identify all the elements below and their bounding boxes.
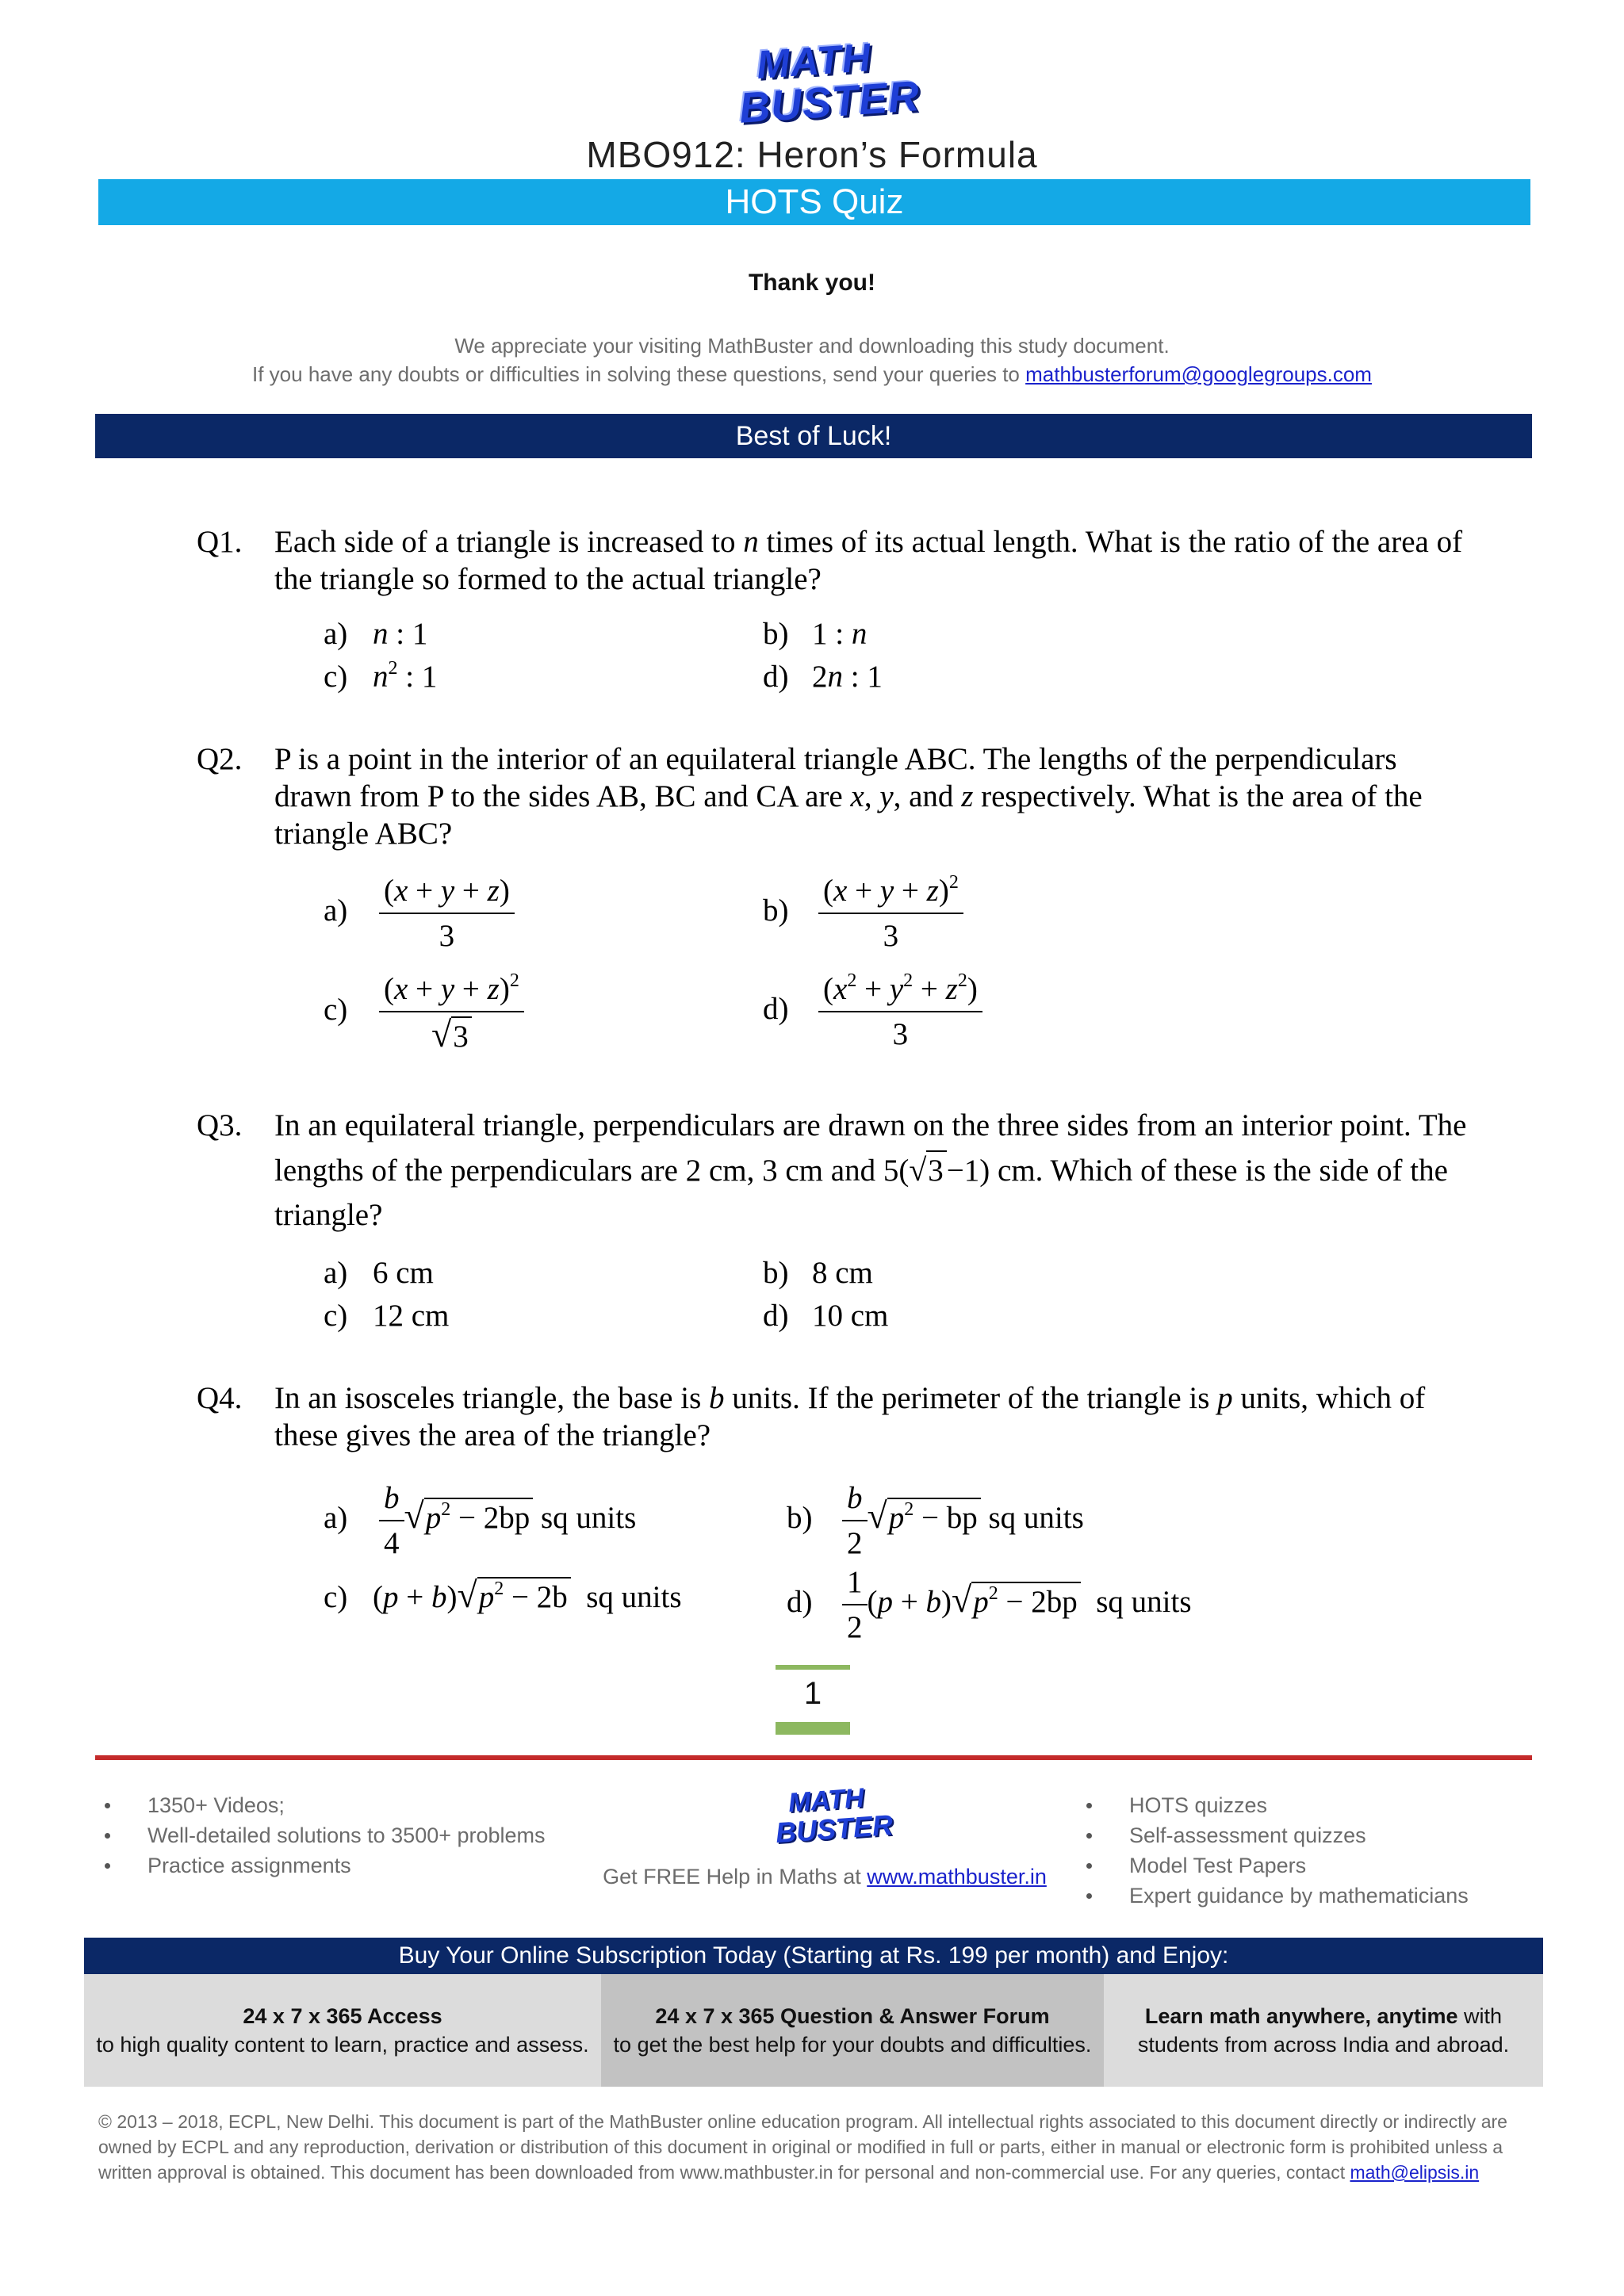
contact-email-link[interactable]: math@elipsis.in: [1350, 2162, 1480, 2183]
question-2: [197, 740, 1481, 852]
q2-option-b[interactable]: b) $\frac{(x + y + z)^2}{3}$: [763, 872, 963, 955]
list-item: HOTS quizzes: [1080, 1790, 1469, 1820]
logo-text-math: MATH: [755, 35, 873, 87]
intro-line-2-text: If you have any doubts or difficulties in solving these questions, send your queries to: [252, 362, 1026, 386]
list-item: Model Test Papers: [1080, 1850, 1469, 1881]
footer-divider: [95, 1755, 1532, 1760]
benefit-access: 24 x 7 x 365 Access to high quality content to learn, practice and assess.: [84, 1974, 601, 2087]
list-item: Well-detailed solutions to 3500+ problems: [98, 1820, 546, 1850]
fraction: $\frac{(x^2 + y^2 + z^2)}{3}$: [818, 970, 982, 1053]
question-number: Q4.: [197, 1381, 243, 1415]
logo-text-math: MATH: [787, 1782, 865, 1819]
intro-line-1: We appreciate your visiting MathBuster and downloading this study document.: [454, 334, 1170, 358]
page-number-accent-top: [776, 1665, 850, 1670]
list-item: Expert guidance by mathematicians: [1080, 1881, 1469, 1911]
question-number: Q1.: [197, 525, 243, 559]
q4-option-b[interactable]: b) $\frac{b}{2}$ $√p^2$ − bp sq units: [787, 1481, 1084, 1560]
copyright-notice: © 2013 – 2018, ECPL, New Delhi. This document is part of the MathBuster online education program. All intellectual rights associated to this document directly or indirectly are owned by ECPL and any reproduction, derivation or distribution of this document in original or modified in full or parts, either in manual or electronic form is prohibited unless a written approval is obtained. This document has been downloaded from www.mathbuster.in for personal and non-commercial use. For any queries, contact math@elipsis.in: [98, 2111, 1507, 2183]
document-title: MBO912: Heron’s Formula: [586, 134, 1038, 175]
question-1: [197, 523, 1481, 598]
page-number: 1: [803, 1676, 822, 1711]
website-link[interactable]: www.mathbuster.in: [867, 1865, 1047, 1888]
question-text: P is a point in the interior of an equilateral triangle ABC. The lengths of the perpendiculars drawn from P to the sides AB, BC and CA are x, y, and z respectively. What is the area of the triangle ABC?: [274, 742, 1423, 851]
fraction: $\frac{b}{2}$: [842, 1479, 868, 1562]
question-number: Q2.: [197, 742, 243, 776]
fraction: $\frac{1}{2}$: [842, 1563, 868, 1646]
logo-text-buster: BUSTER: [737, 72, 921, 132]
fraction: $\frac{(x + y + z)}{3}$: [379, 872, 515, 955]
question-number: Q3.: [197, 1108, 243, 1142]
question-text: In an isosceles triangle, the base is b units. If the perimeter of the triangle is p units, which of these gives the area of the triangle?: [274, 1381, 1426, 1452]
features-list-left: [98, 1790, 546, 1881]
forum-email-link[interactable]: mathbusterforum@googlegroups.com: [1025, 362, 1372, 386]
best-of-luck-banner: Best of Luck!: [95, 414, 1532, 458]
page-number-accent-bottom: [776, 1722, 850, 1735]
fraction: $\frac{b}{4}$: [379, 1479, 404, 1562]
q2-option-d[interactable]: d) $\frac{(x^2 + y^2 + z^2)}{3}$: [763, 970, 982, 1053]
list-item: Practice assignments: [98, 1850, 546, 1881]
list-item: 1350+ Videos;: [98, 1790, 546, 1820]
q1-option-a[interactable]: a) n : 1: [324, 617, 428, 651]
intro-text: [0, 331, 1624, 388]
quiz-banner: HOTS Quiz: [98, 179, 1530, 225]
q3-option-a[interactable]: a) 6 cm: [324, 1256, 434, 1290]
list-item: Self-assessment quizzes: [1080, 1820, 1469, 1850]
mathbuster-logo: [733, 35, 921, 132]
question-4: [197, 1380, 1481, 1454]
fraction: $\frac{(x + y + z)^2}{3}$: [818, 872, 963, 955]
benefit-anywhere: Learn math anywhere, anytime with students from across India and abroad.: [1104, 1974, 1543, 2087]
q3-expression: 5(√3 −1) cm: [883, 1152, 1036, 1188]
question-text: Each side of a triangle is increased to n times of its actual length. What is the ratio of the area of the triangle so formed to the actual triangle?: [274, 525, 1463, 596]
q4-option-c[interactable]: c) $(p + b)√p^2 - 2b$ sq units: [324, 1575, 682, 1615]
mathbuster-logo-small: [769, 1782, 894, 1850]
free-help-text: Get FREE Help in Maths at www.mathbuster.in: [603, 1865, 1047, 1888]
q3-option-b[interactable]: b) 8 cm: [763, 1256, 873, 1290]
thanks-heading: Thank you!: [748, 270, 875, 296]
q4-option-a[interactable]: a) $\frac{b}{4}$ $√p^2 - 2bp$ sq units: [324, 1481, 637, 1560]
subscription-banner: Buy Your Online Subscription Today (Starting at Rs. 199 per month) and Enjoy:: [84, 1938, 1543, 1974]
benefit-forum: 24 x 7 x 365 Question & Answer Forum to get the best help for your doubts and difficulties.: [601, 1974, 1104, 2087]
features-list-right: [1080, 1790, 1469, 1911]
question-3: [197, 1104, 1481, 1238]
logo-text-buster: BUSTER: [774, 1808, 894, 1850]
q2-option-a[interactable]: a) $\frac{(x + y + z)}{3}$: [324, 872, 515, 955]
intro-line-2: [0, 360, 1624, 388]
q1-option-d[interactable]: d) 2n : 1: [763, 660, 883, 694]
q3-option-d[interactable]: d) 10 cm: [763, 1299, 889, 1333]
question-text: In an equilateral triangle, perpendiculars are drawn on the three sides from an interior point. The lengths of the perpendiculars are 2 cm, 3 cm and 5(√3 −1) cm. Which of these is the side of the triangle?: [274, 1108, 1467, 1232]
q1-option-c[interactable]: c) $n^2$ : 1: [324, 658, 438, 694]
q1-option-b[interactable]: b) 1 : n: [763, 617, 868, 651]
fraction: $\frac{(x + y + z)^2}{√3}$: [379, 970, 524, 1055]
q4-option-d[interactable]: d) $\frac{1}{2}$ $(p + b)√p^2 - 2bp$ sq units: [787, 1565, 1192, 1644]
q2-option-c[interactable]: c) $\frac{(x + y + z)^2}{√3}$: [324, 970, 524, 1055]
q3-option-c[interactable]: c) 12 cm: [324, 1299, 450, 1333]
